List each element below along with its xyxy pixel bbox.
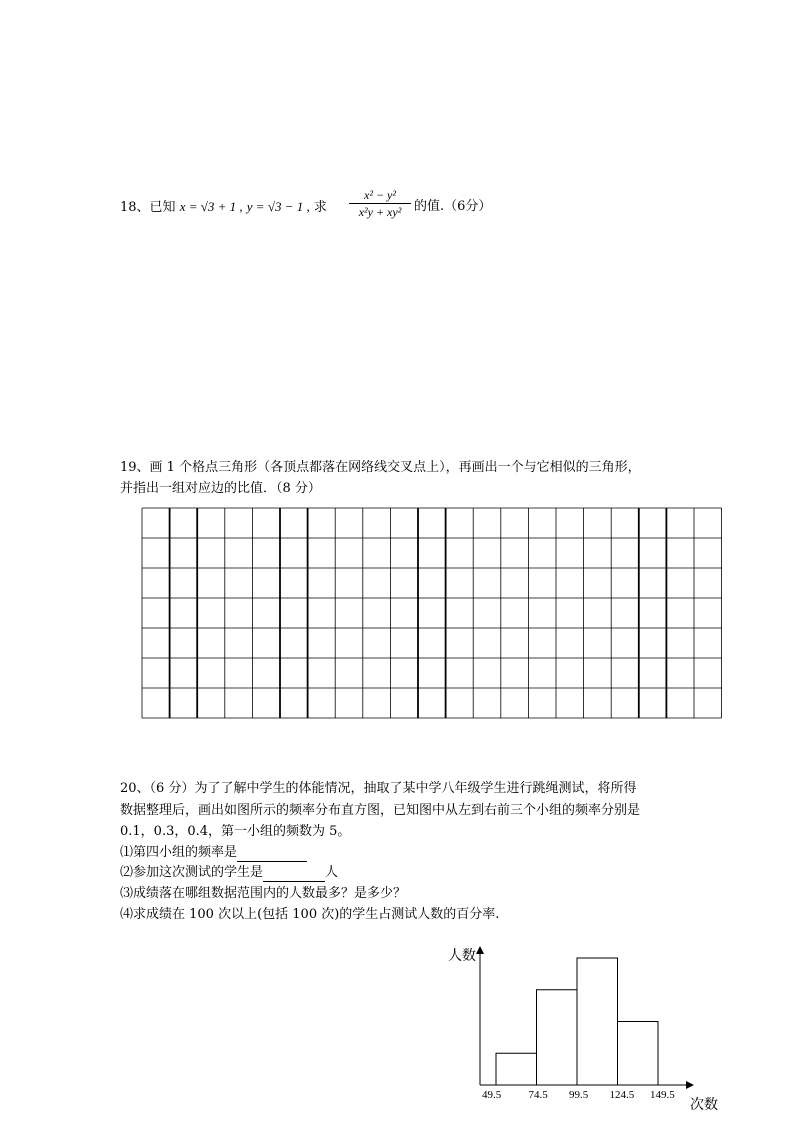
q19-line-2: 并指出一组对应边的比值．（8 分） bbox=[120, 481, 321, 496]
x-tick-label: 49.5 bbox=[482, 1089, 502, 1101]
x-tick-label: 149.5 bbox=[650, 1089, 675, 1101]
x-tick-label: 74.5 bbox=[528, 1089, 548, 1101]
q18-fraction-bar bbox=[349, 203, 411, 204]
q20-item-1 bbox=[120, 844, 307, 862]
q20-item-3: ⑶成绩落在哪组数据范围内的人数最多？是多少？ bbox=[120, 886, 407, 901]
histogram-bar bbox=[496, 1053, 537, 1085]
q20-item-4: ⑷求成绩在 100 次以上(包括 100 次)的学生占测试人数的百分率. bbox=[120, 907, 500, 922]
q18-x-expression: x = √3 + 1 , bbox=[179, 199, 243, 214]
q20-line-3: 0.1，0.3，0.4，第一小组的频数为 5。 bbox=[120, 824, 351, 839]
x-axis-arrow bbox=[686, 1081, 694, 1089]
q18-ask: 求 bbox=[313, 200, 327, 215]
q20-item-1-text: ⑴第四小组的频率是 bbox=[120, 845, 238, 860]
answer-blank-2[interactable] bbox=[263, 867, 325, 882]
q18-fraction bbox=[349, 188, 411, 219]
q18-line bbox=[120, 198, 327, 217]
histogram-chart bbox=[440, 940, 730, 1115]
q18-fraction-denominator: x²y + xy² bbox=[358, 205, 402, 219]
x-tick-label: 124.5 bbox=[609, 1089, 635, 1101]
y-axis-label: 人数 bbox=[448, 949, 476, 964]
q18-prefix: 18、已知 bbox=[120, 200, 176, 215]
q20-item-2 bbox=[120, 864, 338, 882]
q20-line-1: 20、（6 分）为了了解中学生的体能情况，抽取了某中学八年级学生进行跳绳测试，将所得 bbox=[120, 781, 637, 796]
histogram-bar bbox=[537, 990, 578, 1085]
y-axis-arrow bbox=[476, 946, 484, 954]
q18-y-expression: y = √3 − 1 , bbox=[246, 199, 310, 214]
q20-item-2-suffix: 人 bbox=[325, 865, 339, 880]
lattice-grid bbox=[140, 506, 724, 722]
x-axis-label: 次数 bbox=[690, 1098, 718, 1113]
q19-line-1: 19、画 1 个格点三角形（各顶点都落在网络线交叉点上），再画出一个与它相似的三角形， bbox=[120, 460, 641, 475]
q18-fraction-numerator: x² − y² bbox=[364, 188, 396, 202]
histogram-bar bbox=[618, 1022, 659, 1086]
q18-suffix: 的值.（6分） bbox=[414, 199, 492, 214]
x-tick-label: 99.5 bbox=[569, 1089, 589, 1101]
q20-line-2: 数据整理后，画出如图所示的频率分布直方图，已知图中从左到右前三个小组的频率分别是 bbox=[120, 803, 641, 818]
answer-blank-1[interactable] bbox=[237, 847, 307, 862]
histogram-bar bbox=[577, 958, 618, 1085]
q20-item-2-text: ⑵参加这次测试的学生是 bbox=[120, 865, 264, 880]
